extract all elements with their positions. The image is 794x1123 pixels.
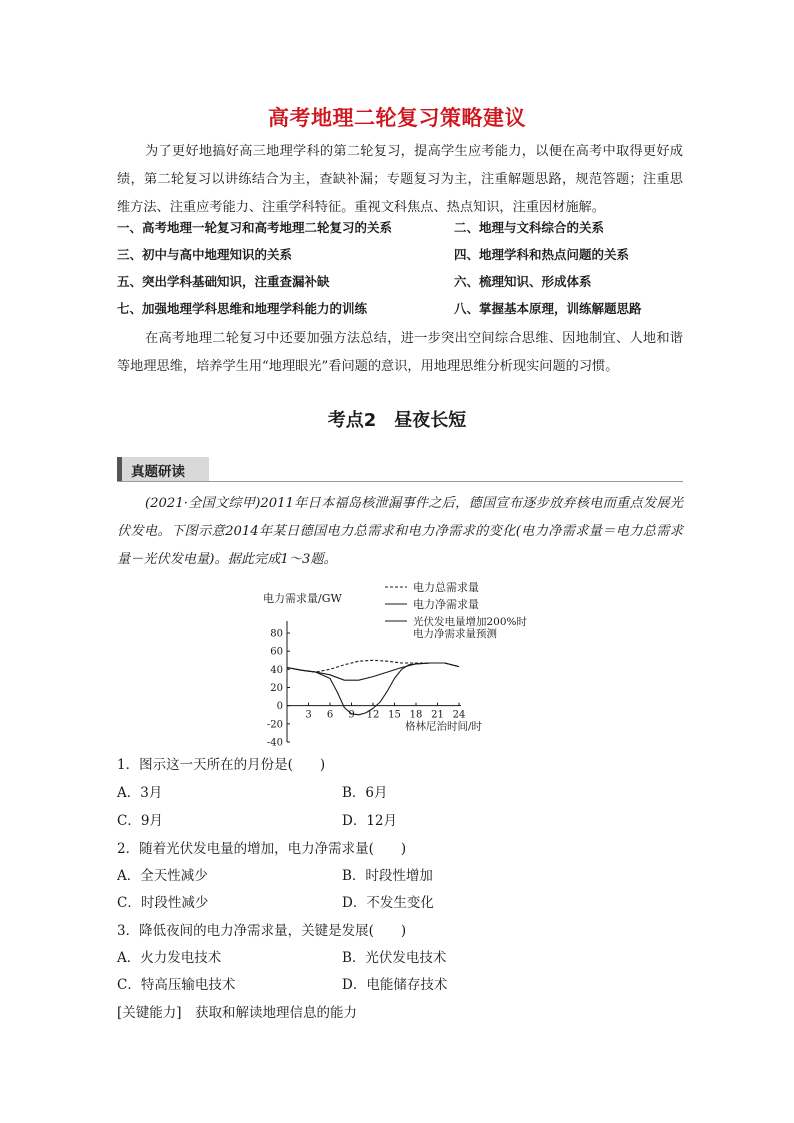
x-tick-label: 9: [348, 709, 355, 721]
option-d: D．不发生变化: [342, 895, 434, 911]
outline-item: 五、突出学科基础知识，注重查漏补缺: [117, 274, 330, 289]
x-tick-label: 21: [431, 709, 444, 721]
option-d: D．12月: [342, 813, 398, 829]
option-c: C．时段性减少: [117, 895, 209, 911]
problem-intro: (2021·全国文综甲)2011年日本福岛核泄漏事件之后，德国宣布逐步放弃核电而重点发展光伏发电。下图示意2014年某日德国电力总需求和电力净需求的变化(电力净需求量＝电力总需求量－光伏发电量)。据此完成1～3题。: [117, 496, 683, 567]
x-tick-label: 6: [326, 709, 334, 721]
outline-row: [117, 245, 683, 271]
page-title: 高考地理二轮复习策略建议: [268, 106, 526, 130]
x-tick-label: 12: [366, 709, 380, 721]
x-axis-label: 格林尼治时间/时: [405, 720, 483, 733]
y-axis-label: 电力需求量/GW: [263, 592, 342, 605]
option-a: A．全天性减少: [117, 868, 208, 884]
option-c: C．9月: [117, 813, 163, 829]
option-b: B．光伏发电技术: [342, 950, 447, 966]
tag-label: 真题研读: [131, 464, 185, 480]
outline-item: 七、加强地理学科思维和地理学科能力的训练: [117, 301, 368, 316]
outline-item: 二、地理与文科综合的关系: [454, 220, 605, 235]
y-tick-label: 40: [270, 664, 283, 676]
y-tick-label: -40: [266, 737, 283, 749]
x-tick-label: 3: [305, 709, 312, 721]
section-title: 考点2 昼夜长短: [327, 410, 467, 431]
legend-label: 电力净需求量预测: [413, 628, 497, 640]
outline-item: 六、梳理知识、形成体系: [454, 274, 592, 289]
x-tick-label: 24: [452, 709, 466, 721]
series-line-3: [287, 663, 459, 715]
electricity-demand-chart: [255, 575, 555, 750]
option-c: C．特高压输电技术: [117, 977, 236, 993]
option-a: A．火力发电技术: [117, 950, 222, 966]
chart-series: [287, 660, 459, 715]
key-competency: [关键能力] 获取和解读地理信息的能力: [117, 1005, 358, 1021]
option-b: B．6月: [342, 785, 388, 801]
outline-item: 一、高考地理一轮复习和高考地理二轮复习的关系: [117, 220, 393, 235]
chart-legend: [385, 580, 528, 640]
legend-label: 电力净需求量: [413, 598, 479, 611]
divider: [117, 481, 683, 482]
legend-label: 光伏发电量增加200%时: [413, 616, 528, 628]
option-b: B．时段性增加: [342, 868, 433, 884]
intro-paragraph: 为了更好地搞好高三地理学科的第二轮复习，提高学生应考能力，以便在高考中取得更好成绩，第二轮复习以讲练结合为主，查缺补漏；专题复习为主，注重解题思路，规范答题；注重思维方法、注重应考能力、注重学科特征。重视文科焦点、热点知识，注重因材施解。: [117, 144, 683, 215]
outline-row: [117, 299, 683, 325]
y-tick-label: 0: [276, 701, 283, 713]
y-tick-label: 20: [270, 683, 283, 694]
y-tick-label: 60: [270, 646, 283, 658]
outline-row: [117, 272, 683, 298]
outline-row: [117, 218, 683, 244]
legend-label: 电力总需求量: [413, 581, 479, 594]
y-tick-label: 80: [270, 628, 283, 640]
question-stem: 3．降低夜间的电力净需求量，关键是发展( ): [117, 923, 407, 939]
question-stem: 1．图示这一天所在的月份是( ): [117, 757, 326, 773]
tag-marker: [117, 457, 122, 481]
y-tick-label: -20: [266, 719, 283, 731]
outline-item: 八、掌握基本原理，训练解题思路: [454, 301, 642, 316]
series-line-1: [287, 660, 459, 672]
option-a: A．3月: [117, 785, 163, 801]
x-tick-label: 18: [409, 709, 423, 721]
closing-paragraph: 在高考地理二轮复习中还要加强方法总结，进一步突出空间综合思维、因地制宜、人地和谐等地理思维，培养学生用“地理眼光”看问题的意识，用地理思维分析现实问题的习惯。: [117, 331, 683, 374]
chart-axes: [263, 591, 483, 749]
x-tick-label: 15: [388, 709, 401, 721]
option-d: D．电能储存技术: [342, 977, 448, 993]
question-stem: 2．随着光伏发电量的增加，电力净需求量( ): [117, 841, 407, 857]
outline-item: 四、地理学科和热点问题的关系: [454, 247, 630, 262]
section-tag: [117, 457, 209, 481]
outline-item: 三、初中与高中地理知识的关系: [117, 247, 293, 262]
